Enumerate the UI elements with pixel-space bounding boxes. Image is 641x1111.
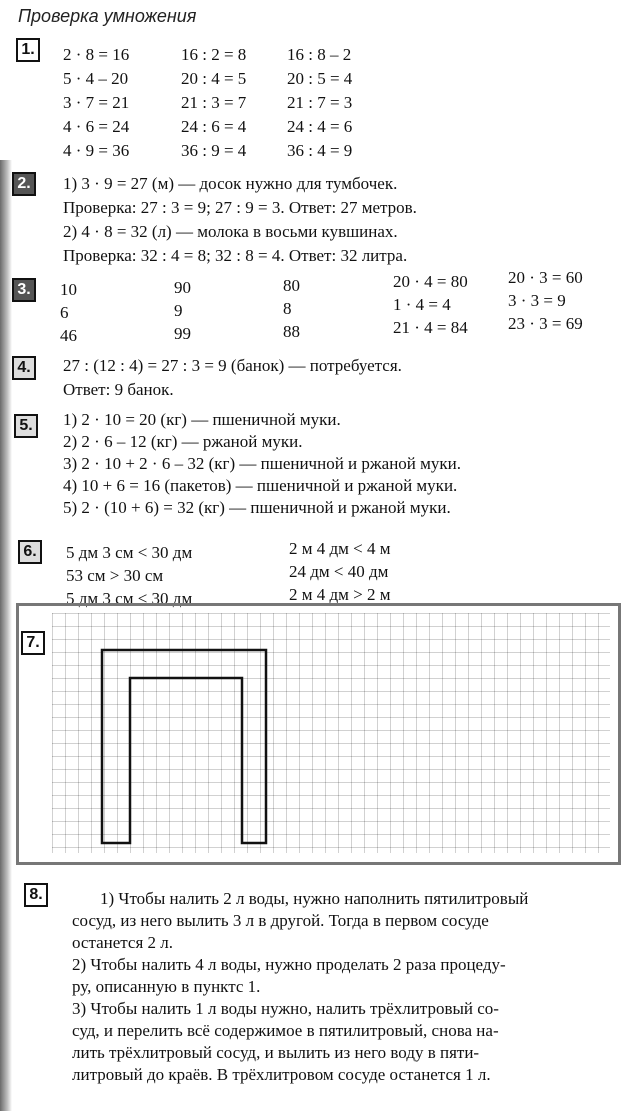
- task-3-equation: 21 · 4 = 84: [393, 318, 468, 337]
- task-3-equation: 20 · 4 = 80: [393, 272, 468, 291]
- task-4-line: Ответ: 9 банок.: [63, 380, 174, 399]
- task-1-equation: 24 : 4 = 6: [287, 117, 353, 136]
- task-8-line: ру, описанную в пунктс 1.: [72, 977, 261, 996]
- task-3-value: 88: [283, 322, 300, 341]
- task-6-comparison: 2 м 4 дм < 4 м: [289, 539, 391, 558]
- task-1-equation: 20 : 4 = 5: [181, 69, 247, 88]
- task-1-equation: 5 · 4 – 20: [63, 69, 129, 88]
- task-2-line: Проверка: 27 : 3 = 9; 27 : 9 = 3. Ответ: 27 метров.: [63, 198, 417, 217]
- task-1-equation: 24 : 6 = 4: [181, 117, 247, 136]
- task-3-equation: 23 · 3 = 69: [508, 314, 583, 333]
- task-3-equation: 20 · 3 = 60: [508, 268, 583, 287]
- task-5-badge: 5.: [14, 414, 38, 438]
- task-3-value: 80: [283, 276, 300, 295]
- task-1-equation: 21 : 7 = 3: [287, 93, 353, 112]
- task-5-line: 5) 2 · (10 + 6) = 32 (кг) — пшеничной и ржаной муки.: [63, 498, 451, 517]
- task-1-equation: 16 : 2 = 8: [181, 45, 247, 64]
- task-5-line: 4) 10 + 6 = 16 (пакетов) — пшеничной и ржаной муки.: [63, 476, 458, 495]
- task-2-badge: 2.: [12, 172, 36, 196]
- u-shape-outline: [102, 650, 266, 843]
- task-8-line: суд, и перелить всё содержимое в пятилитровый, снова на-: [72, 1021, 499, 1040]
- task-8-line: 3) Чтобы налить 1 л воды нужно, налить трёхлитровый со-: [72, 999, 499, 1018]
- task-3-value: 90: [174, 278, 191, 297]
- task-3-badge: 3.: [12, 278, 36, 302]
- task-4-line: 27 : (12 : 4) = 27 : 3 = 9 (банок) — потребуется.: [63, 356, 402, 375]
- task-6-comparison: 5 дм 3 см < 30 дм: [66, 589, 193, 608]
- task-8-line: 2) Чтобы налить 4 л воды, нужно проделать 2 раза процеду-: [72, 955, 506, 974]
- task-3-equation: 3 · 3 = 9: [508, 291, 566, 310]
- task-6-comparison: 53 см > 30 см: [66, 566, 164, 585]
- task-1-badge: 1.: [16, 38, 40, 62]
- task-7-badge: 7.: [21, 631, 45, 655]
- task-6-comparison: 24 дм < 40 дм: [289, 562, 389, 581]
- task-1-equation: 4 · 9 = 36: [63, 141, 130, 160]
- page-title: Проверка умножения: [18, 6, 197, 26]
- task-1-equation: 36 : 4 = 9: [287, 141, 353, 160]
- task-3-value: 46: [60, 326, 77, 345]
- task-3-value: 6: [60, 303, 69, 322]
- task-2-line: 2) 4 · 8 = 32 (л) — молока в восьми кувшинах.: [63, 222, 398, 241]
- task-1-equation: 2 · 8 = 16: [63, 45, 130, 64]
- task-5-line: 3) 2 · 10 + 2 · 6 – 32 (кг) — пшеничной и ржаной муки.: [63, 454, 461, 473]
- task-8-badge: 8.: [24, 883, 48, 907]
- task-6-badge: 6.: [18, 540, 42, 564]
- task-8-line: останется 2 л.: [72, 933, 174, 952]
- task-1-equation: 21 : 3 = 7: [181, 93, 247, 112]
- task-3-value: 10: [60, 280, 77, 299]
- task-1-equation: 36 : 9 = 4: [181, 141, 247, 160]
- task-1-equation: 4 · 6 = 24: [63, 117, 130, 136]
- task-2-line: Проверка: 32 : 4 = 8; 32 : 8 = 4. Ответ: 32 литра.: [63, 246, 408, 265]
- task-3-value: 9: [174, 301, 183, 320]
- task-8-line: 1) Чтобы налить 2 л воды, нужно наполнить пятилитровый: [100, 889, 529, 908]
- task-6-comparison: 5 дм 3 см < 30 дм: [66, 543, 193, 562]
- task-1-equation: 20 : 5 = 4: [287, 69, 353, 88]
- task-8-line: литровый до краёв. В трёхлитровом сосуде останется 1 л.: [72, 1065, 491, 1084]
- task-3-value: 99: [174, 324, 191, 343]
- task-5-line: 1) 2 · 10 = 20 (кг) — пшеничной муки.: [63, 410, 341, 429]
- task-6-comparison: 2 м 4 дм > 2 м: [289, 585, 391, 604]
- task-8-line: лить трёхлитровый сосуд, и вылить из него воду в пяти-: [72, 1043, 480, 1062]
- task-3-value: 8: [283, 299, 292, 318]
- task-5-line: 2) 2 · 6 – 12 (кг) — ржаной муки.: [63, 432, 303, 451]
- task-1-equation: 3 · 7 = 21: [63, 93, 130, 112]
- task-1-equation: 16 : 8 – 2: [287, 45, 352, 64]
- task-2-line: 1) 3 · 9 = 27 (м) — досок нужно для тумбочек.: [63, 174, 398, 193]
- task-8-line: сосуд, из него вылить 3 л в другой. Тогда в первом сосуде: [72, 911, 489, 930]
- task-4-badge: 4.: [12, 356, 36, 380]
- task-3-equation: 1 · 4 = 4: [393, 295, 451, 314]
